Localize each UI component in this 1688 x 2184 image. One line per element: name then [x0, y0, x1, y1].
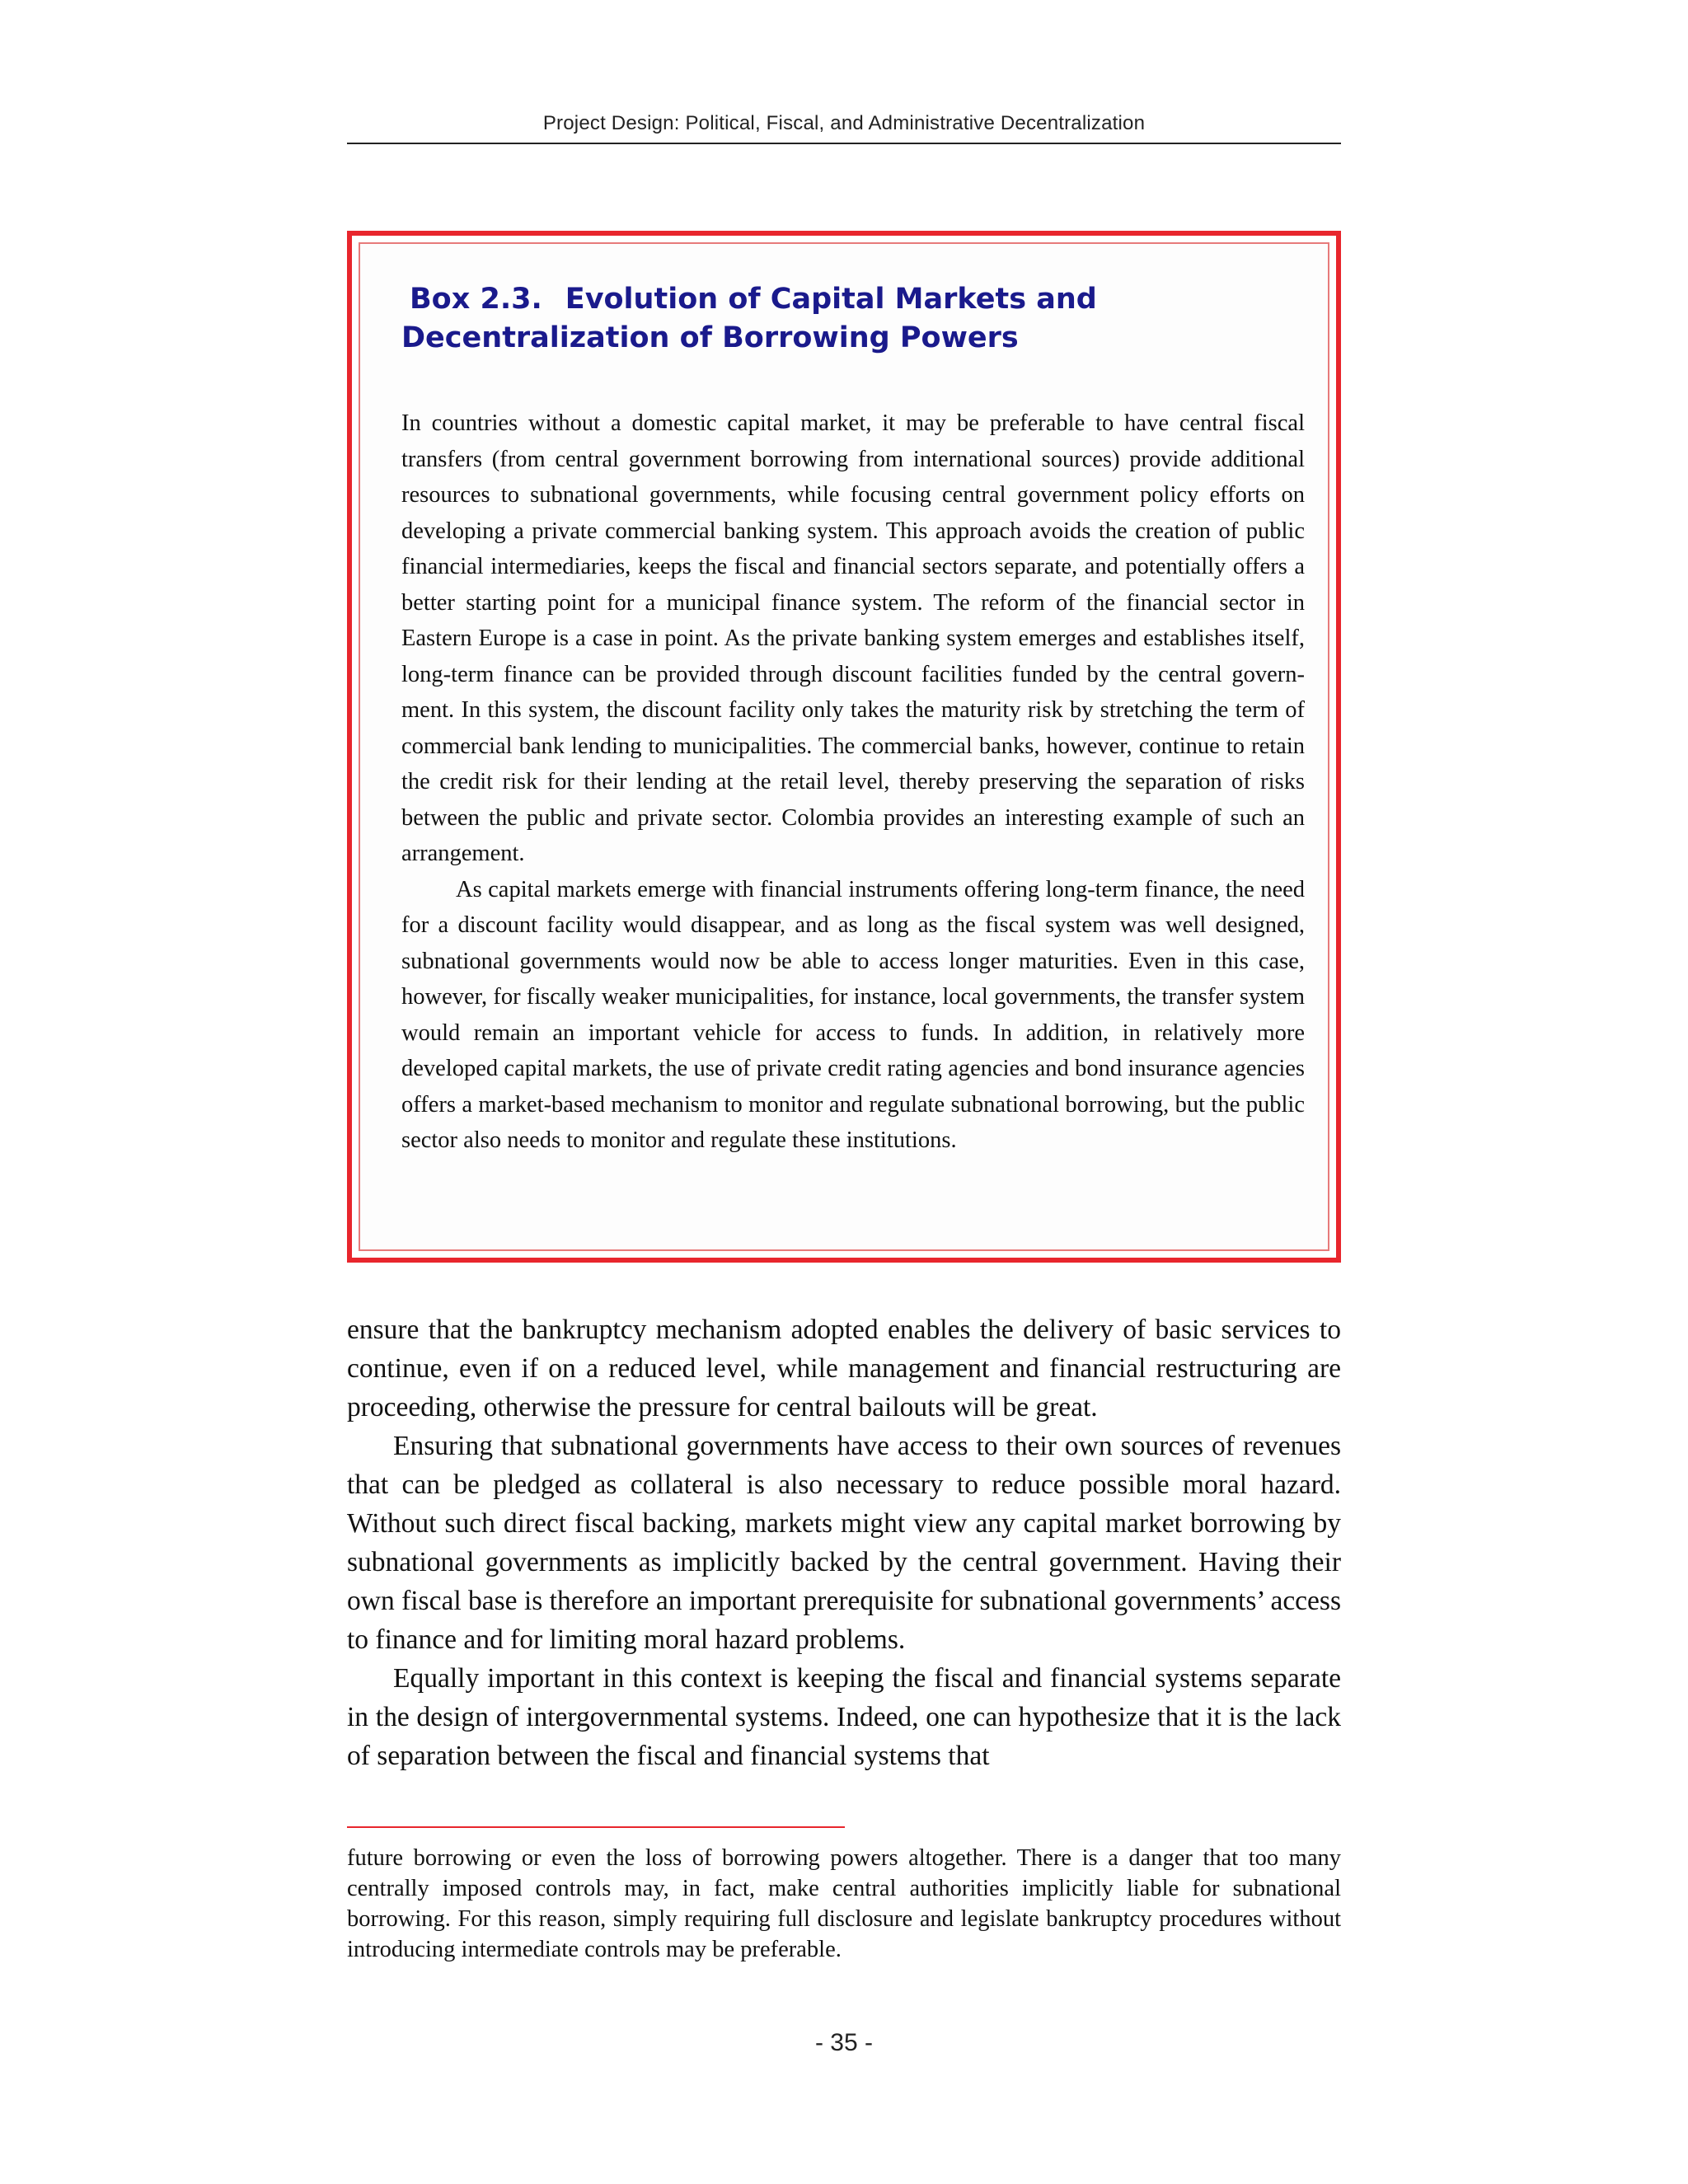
box-title-text: Evolution of Capital Markets and Decentralization of Borrowing Powers — [401, 283, 1097, 354]
running-head: Project Design: Political, Fiscal, and Administrative Decentralization — [542, 112, 1146, 134]
sidebar-box-inner — [359, 242, 1329, 1251]
sidebar-box — [347, 231, 1341, 1263]
box-number: Box 2.3. — [410, 283, 542, 316]
page-number: - 35 - — [814, 2029, 874, 2056]
footnote-text: future borrowing or even the loss of borrowing powers altogether. There is a danger that too many centrally imposed controls may, in fact, make central authorities implicitly liable for subnational borrowing. For this reason, simply requiring full disclosure and legislate bankruptcy procedures without introducing intermediate controls may be preferable. — [347, 1845, 1341, 1962]
footnote-rule — [347, 1826, 845, 1828]
box-title — [401, 280, 1275, 358]
body-paragraph: Equally important in this context is keeping the fiscal and financial systems separate in the design of intergovernmental systems. Indeed, one can hypothesize that it is the lack of separation between the fiscal and financial systems that — [347, 1663, 1341, 1771]
body-paragraph: Ensuring that subnational governments have access to their own sources of revenues that can be pledged as collateral is also necessary to reduce possible moral hazard. Without such direct fiscal backing, markets might view any capital market borrowing by subnational governments as implicitly backed by the central government. Having their own fiscal base is therefore an important prerequisite for subnational governments’ access to finance and for limiting moral hazard problems. — [347, 1431, 1341, 1655]
footnote — [347, 1843, 1341, 1965]
body-paragraph: ensure that the bankruptcy mechanism adopted enables the delivery of basic services to continue, even if on a reduced level, while management and financial restructuring are proceeding, otherwise the pressure for central bailouts will be great. — [347, 1315, 1341, 1422]
body-text — [347, 1310, 1341, 1775]
header-rule — [347, 143, 1341, 144]
box-paragraph: In countries without a domestic capital market, it may be preferable to have central fiscal transfers (from central government borrowing from international sources) provide additional resources to subnational governments, while focusing central government policy efforts on developing a private commercial banking system. This approach avoids the creation of public financial intermediaries, keeps the fiscal and financial sectors separate, and potentially offers a better starting point for a municipal finance system. The reform of the financial sector in Eastern Europe is a case in point. As the private banking system emerges and establishes itself, long-term finance can be provided through discount facilities funded by the central government. In this system, the discount facility only takes the maturity risk by stretching the term of commercial bank lending to municipalities. The commercial banks, however, continue to retain the credit risk for their lending at the retail level, thereby preserving the separation of risks between the public and private sector. Colombia provides an interesting example of such an arrangement. — [401, 410, 1305, 866]
box-paragraph: As capital markets emerge with financial instruments offering long-term finance, the need for a discount facility would disappear, and as long as the fiscal system was well designed, subnational governments would now be able to access longer maturities. Even in this case, however, for fiscally weaker municipalities, for instance, local governments, the transfer system would remain an important vehicle for access to funds. In addition, in relatively more developed capital markets, the use of private credit rating agencies and bond insurance agencies offers a market-based mechanism to monitor and regulate subnational borrowing, but the public sector also needs to monitor and regulate these institutions. — [401, 876, 1305, 1153]
box-body — [401, 405, 1305, 1159]
